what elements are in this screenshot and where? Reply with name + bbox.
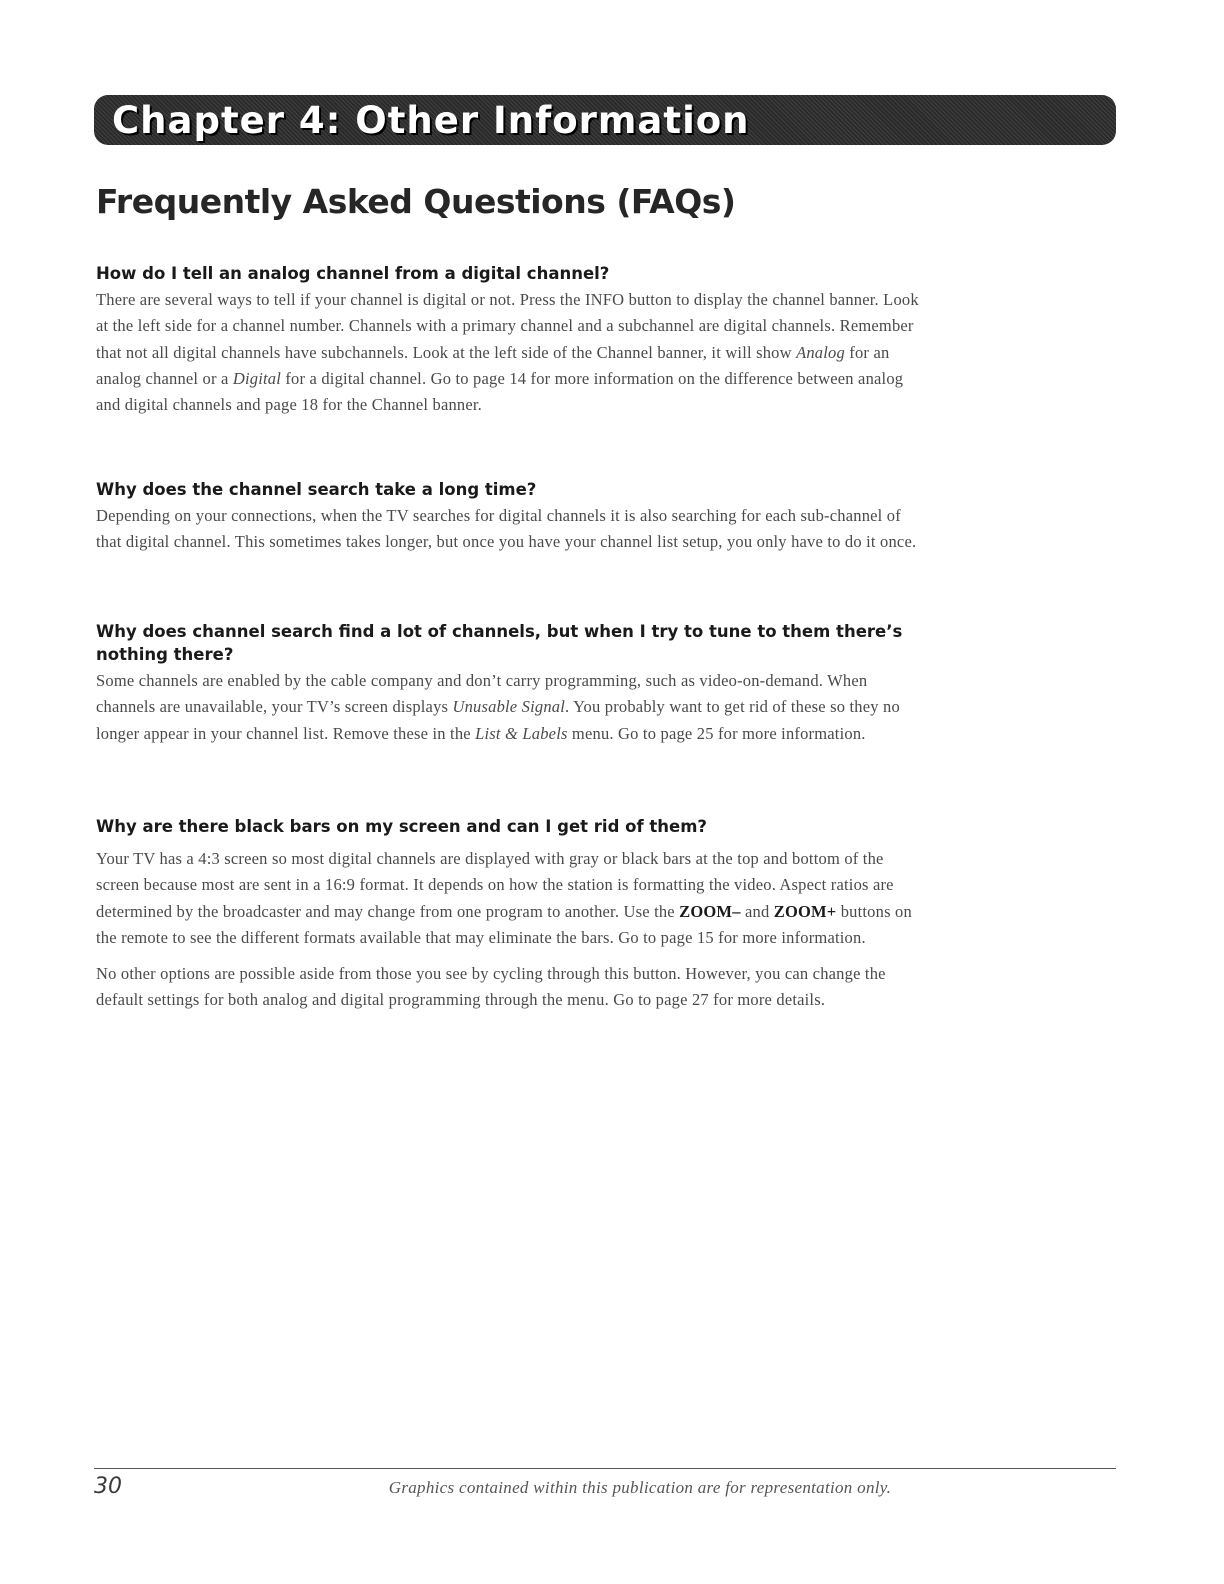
faq-answer: [96, 287, 926, 418]
faq-question: Why does channel search find a lot of channels, but when I try to tune to them there’s nothing there?: [96, 622, 903, 664]
footer-disclaimer: Graphics contained within this publication are for representation only.: [388, 1478, 892, 1497]
zoom-minus-button-label: ZOOM–: [679, 901, 741, 921]
footer-divider: [94, 1468, 1116, 1469]
answer-text: for a digital channel. Go to page 14 for more information on the difference between analog and digital channels and page 18 for the Channel banner.: [96, 368, 904, 415]
page-title: Frequently Asked Questions (FAQs): [96, 182, 736, 221]
faq-item-analog-digital: [96, 262, 926, 418]
list-labels-menu-label: List & Labels: [475, 723, 568, 743]
answer-text: . You probably want to get rid of these so they no longer appear in your channel list. Remove these in the: [96, 697, 900, 743]
answer-text: buttons on the remote to see the different formats available that may eliminate the bars. Go to page 15 for more information.: [96, 901, 912, 947]
page-number: 30: [94, 1474, 122, 1499]
answer-text: and: [740, 901, 774, 921]
faq-item-black-bars: [96, 815, 926, 1014]
answer-text: Your TV has a 4:3 screen so most digital channels are displayed with gray or black bars at the top and bottom of the screen because most are sent in a 16:9 format. It depends on how the station is formatting the video. Aspect ratios are determined by the broadcaster and may change from one program to another. Use the: [96, 849, 894, 921]
faq-question: Why does the channel search take a long time?: [96, 480, 537, 499]
faq-answer: [96, 846, 926, 951]
zoom-plus-button-label: ZOOM+: [773, 901, 837, 921]
faq-answer: Depending on your connections, when the TV searches for digital channels it is also searching for each sub-channel of that digital channel. This sometimes takes longer, but once you have your channel list setup, you only have to do it once.: [96, 506, 917, 552]
faq-question: How do I tell an analog channel from a digital channel?: [96, 264, 610, 283]
answer-text: menu. Go to page 25 for more information.: [567, 723, 866, 743]
chapter-banner: [94, 95, 1116, 145]
faq-answer-continued: No other options are possible aside from those you see by cycling through this button. However, you can change the default settings for both analog and digital programming through the menu. Go to page 27 for more details.: [96, 964, 886, 1010]
faq-answer: [96, 668, 926, 747]
faq-question: Why are there black bars on my screen and can I get rid of them?: [96, 817, 707, 836]
analog-label: Analog: [796, 342, 845, 362]
answer-text: for an analog channel or a: [96, 342, 890, 388]
faq-item-channel-search-time: [96, 478, 926, 556]
faq-item-empty-channels: [96, 620, 926, 747]
answer-text: Some channels are enabled by the cable company and don’t carry programming, such as video-on-demand. When channels are unavailable, your TV’s screen displays: [96, 671, 868, 717]
chapter-title: Chapter 4: Other Information: [112, 98, 750, 142]
unusable-signal-label: Unusable Signal: [452, 697, 566, 717]
answer-text: There are several ways to tell if your channel is digital or not. Press the INFO button to display the channel banner. Look at the left side for a channel number. Channels with a primary channel and a subchannel are digital channels. Remember that not all digital channels have subchannels. Look at the left side of the Channel banner, it will show: [96, 290, 919, 362]
digital-label: Digital: [232, 368, 282, 388]
